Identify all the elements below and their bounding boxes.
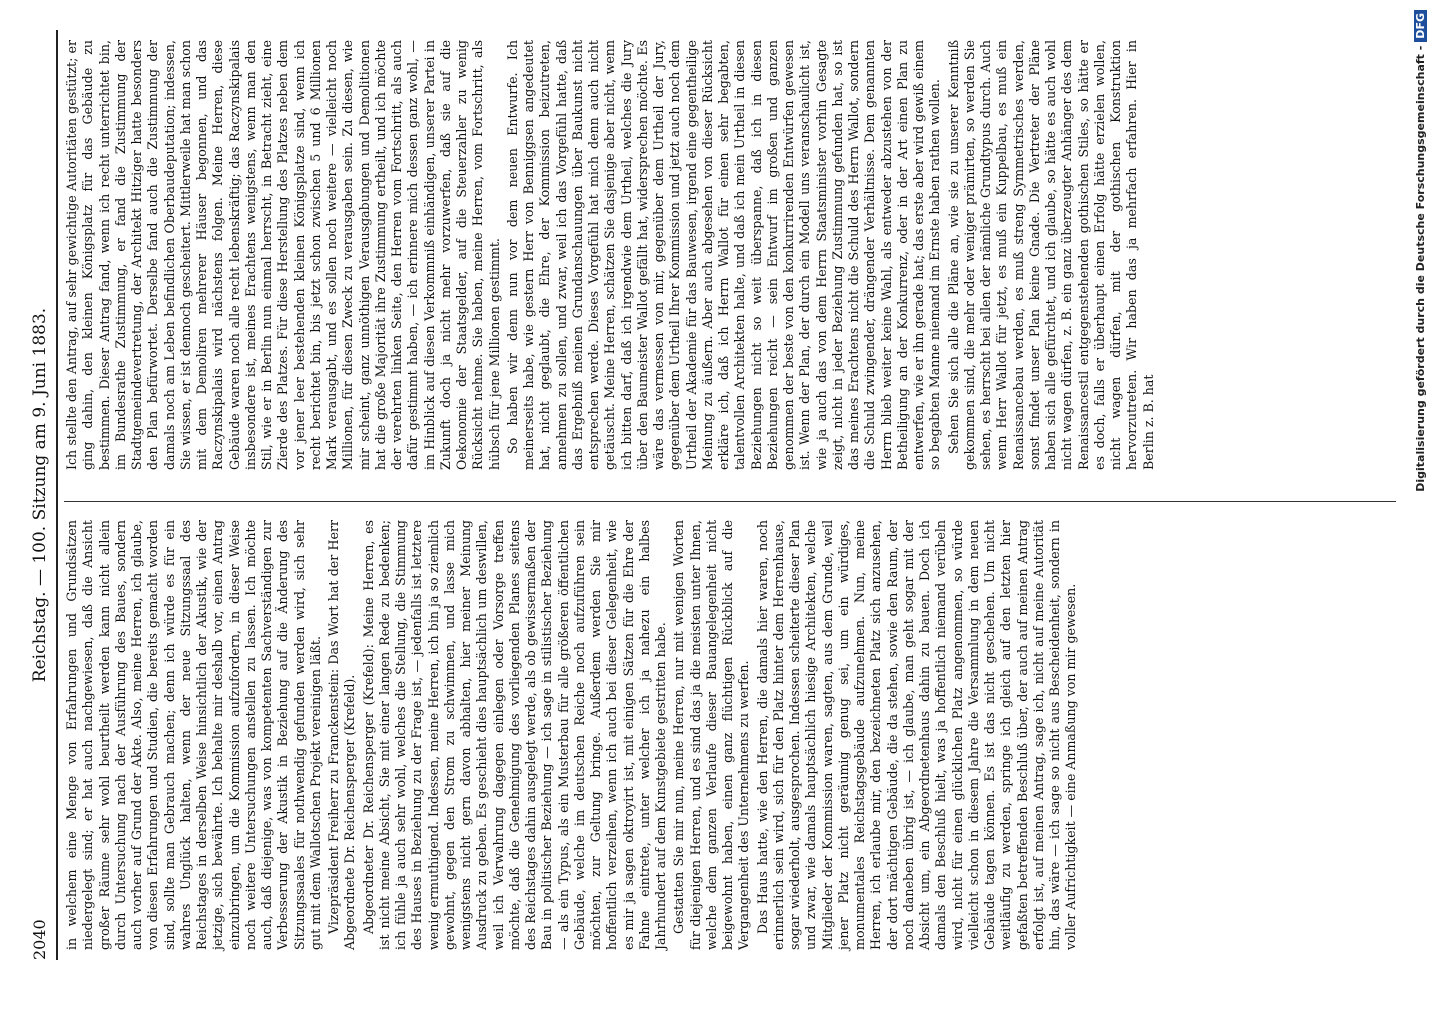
left-column <box>64 520 1082 950</box>
paragraph: Gestatten Sie mir nun, meine Herren, nur mit wenigen Worten für diejenigen Herren, und es sind das ja die meisten unter Ihnen, welche dem ganzen Verlaufe dieser Bauangelegenheit nicht beigewohnt haben, einen ganz flüchtigen Rückblick auf die Vergangenheit des Unternehmens zu werfen. <box>671 520 752 950</box>
paragraph: So haben wir denn nun vor dem neuen Entwurfe. Ich meinerseits habe, wie gestern Herr von Benniggsen angedeutet hat, nicht geglaubt, die Ehre, der Kommission beizutreten, annehmen zu sollen, und zwar, weil ich das Vorgefühl hatte, daß das Ergebniß meinen Grundanschauungen über Baukunst nicht entsprechen werde. Dieses Vorgefühl hat mich denn auch nicht getäuscht. Meine Herren, schätzen Sie dasjenige aber nicht, wenn ich bitten darf, daß ich irgendwie dem Urtheil, welches die Jury über den Baumeister Wallot gefällt hat, widersprechen möchte. Es wäre das vermessen von mir, gegenüber dem Urtheil der Jury, gegenüber dem Urtheil Ihrer Kommission und jetzt auch noch dem Urtheil der Akademie für das Bauwesen, irgend eine gegentheilige Meinung zu äußern. Aber auch abgesehen von dieser Rücksicht erkläre ich, daß ich Herrn Wallot für einen sehr begabten, talentvollen Architekten halte, und daß ich mein Urtheil in diesen Beziehungen nicht so weit überspanne, daß ich in diesen Beziehungen reicht — sein Entwurf im großen und ganzen genommen der beste von den konkurrirenden Entwürfen gewesen ist. Wenn der Plan, der durch ein Modell uns veranschaulicht ist, wie ja auch das von dem Herrn Staatsminister vorhin Gesagte zeigt, nicht in jeder Beziehung Zustimmung gefunden hat, so ist das meines Erachtens nicht die Schuld des Herrn Wallot, sondern die Schuld zwingender, drängender Verhältnisse. Dem genannten Herrn blieb weiter keine Wahl, als entweder abzustehen von der Betheiligung an der Konkurrenz, oder in der Art einen Plan zu entwerfen, wie er ihn gerade hat; das erste aber wird gewiß einem so begabten Manne niemand im Ernste haben rathen wollen. <box>504 40 943 470</box>
paragraph: Ich stellte den Antrag, auf sehr gewichtige Autoritäten gestützt; er ging dahin, den kleinen Königsplatz für das Gebäude zu bestimmen. Dieser Antrag fand, wenn ich recht unterrichtet bin, im Bundesrathe Zustimmung, er fand die Zustimmung der Stadtgemeindevertretung, der Architekt Hitziger hatte besonders den Plan befürwortet. Derselbe fand auch die Zustimmung der damals noch am Leben befindlichen Oberbaudeputation; indessen, Sie wissen, er ist dennoch gescheitert. Mittlerweile hat man schon mit dem Demoliren mehrerer Häuser begonnen, und das Raczynskipalais wird nächstens folgen. Meine Herren, diese Gebäude waren noch alle recht lebenskräftig; das Raczynskipalais insbesondere ist, meines Erachtens wenigstens, wenn man den Stil, wie er in Berlin nun einmal herrscht, in Betracht zieht, eine Zierde des Platzes. Für diese Herstellung des Platzes neben dem vor jener leer bestehenden kleinen Königsplatze sind, wenn ich recht berichtet bin, bis jetzt schon zwischen 5 und 6 Millionen Mark verausgabt, und es sollen noch weitere — vielleicht noch Millionen, für diesen Zweck zu verausgaben sein. Zu diesen, wie mir scheint, ganz unnöthigen Verausgabungen und Demolitionen hat die große Majorität ihre Zustimmung ertheilt, und ich möchte der verehrten linken Seite, den Herren vom Fortschritt, als auch dafür gestimmt haben, — ich erinnere mich dessen ganz wohl, — im Hinblick auf diesen Verkommniß einhändigen, unserer Partei in Zukunft doch ja nicht mehr vorzuwerfen, daß sie auf die Oekonomie der Staatsgelder, auf die Steuerzahler zu wenig Rücksicht nehme. Sie haben, meine Herren, vom Fortschritt, als hübsch für jene Millionen gestimmt. <box>64 40 502 470</box>
digitization-credit <box>1414 10 1428 1010</box>
page-number: 2040 <box>30 919 49 960</box>
credit-bar <box>1403 0 1432 1000</box>
credit-text: Digitalisierung gefördert durch die Deutsche Forschungsgemeinschaft - <box>1414 45 1427 492</box>
column-divider <box>64 501 1396 502</box>
paragraph: Das Haus hatte, wie den Herren, die damals hier waren, noch erinnerlich sein wird, sich für den Platz hinter dem Herrenhause, sogar wiederholt, ausgesprochen. Indessen scheiterte dieser Plan und zwar, wie damals hauptsächlich hiesige Architekten, welche Mitglieder der Kommission waren, sagten, aus dem Grunde, weil jener Platz nicht geräumig genug sei, um ein würdiges, monumentales Reichstagsgebäude aufzunehmen. Nun, meine Herren, ich erlaube mir, den bezeichneten Platz sich anzusehen, der dort mächtigen Gebäude, die da stehen, sowie den Raum, der noch daneben übrig ist, — ich glaube, man geht sogar mit der Absicht um, ein Abgeordnetenhaus dahin zu bauen. Doch ich damals den Beschluß hielt, was ja hoffentlich niemand verübeln wird, nicht für einen glücklichen Platz angenommen, so würde vielleicht schon in diesem Jahre die Versammlung in dem neuen Gebäude tagen können. Es ist das nicht geschehen. Um nicht weitläufig zu werden, springe ich gleich auf den letzten hier gefaßten betreffenden Beschluß über, der auch auf meinen Antrag erfolgt ist, auf meinen Antrag, sage ich, nicht auf meine Autorität hin, das wäre — ich sage so nicht aus Bescheidenheit, sondern in voller Aufrichtigkeit — eine Anmaßung von mir gewesen. <box>754 520 1079 950</box>
paragraph-speaker-intro: Vizepräsident Freiherr zu Franckenstein: Das Wort hat der Herr Abgeordnete Dr. Reichensperger (Krefeld). <box>326 520 358 950</box>
header-rule <box>56 30 58 960</box>
paragraph: Abgeordneter Dr. Reichensperger (Krefeld): Meine Herren, es ist nicht meine Absicht, Sie mit einer langen Rede zu bedenken; ich fühle ja auch sehr wohl, welches die Stellung, die Stimmung des Hauses in Beziehung zu der Frage ist, — jedenfalls ist letztere wenig ermuthigend. Indessen, meine Herren, ich bin ja so ziemlich gewohnt, gegen den Strom zu schwimmen, und lasse mich wenigstens nicht gern davon abhalten, hier meiner Meinung Ausdruck zu geben. Es geschieht dies hauptsächlich um deswillen, weil ich Verwahrung dagegen einlegen oder Vorsorge treffen möchte, daß die Genehmigung des vorliegenden Planes seitens des Reichstages dahin ausgelegt werde, als ob gewissermaßen der Bau in politischer Beziehung — ich sage in stilistischer Beziehung — als ein Typus, als ein Musterbau für alle größeren öffentlichen Gebäude, welche im deutschen Reiche noch aufzuführen sein möchten, zur Geltung bringe. Außerdem werden Sie mir hoffentlich verzeihen, wenn ich auch bei dieser Gelegenheit, wie es mir ja sagen oktroyirt ist, mit einigen Sätzen für die Ehre der Fahne eintrete, unter welcher ich ja nahezu ein halbes Jahrhundert auf dem Kunstgebiete gestritten habe. <box>360 520 668 950</box>
page-header <box>30 30 58 960</box>
dfg-logo: DFG <box>1414 10 1427 42</box>
right-column <box>64 40 1159 470</box>
running-title: Reichstag. — 100. Sitzung am 9. Juni 1883. <box>30 307 50 683</box>
paragraph: in welchem eine Menge von Erfahrungen und Grundsätzen niedergelegt sind; er hat auch nachgewiesen, daß die Ansicht großer Räume sehr wohl beurtheilt werden kann nicht allein durch Untersuchung nach der Ausführung des Baues, sondern auch vorher auf Grund der Akte. Also, meine Herren, ich glaube, von diesen Erfahrungen und Studien, die bereits gemacht worden sind, sollte man Gebrauch machen; denn ich würde es für ein wahres Unglück halten, wenn der neue Sitzungssaal des Reichstages in derselben Weise hinsichtlich der Akustik, wie der jetzige, sich bewährte. Ich behalte mir deshalb vor, einen Antrag einzubringen, um die Kommission aufzufordern, in dieser Weise noch weitere Untersuchungen anstellen zu lassen. Ich möchte auch, daß diejenige, was von kompetenten Sachverständigen zur Verbesserung der Akustik in Beziehung auf die Änderung des Sitzungssaales für nothwendig gefunden werden wird, sich sehr gut mit dem Wallotschen Projekt vereinigen läßt. <box>64 520 323 950</box>
paragraph: Sehen Sie sich alle die Pläne an, wie sie zu unserer Kenntniß gekommen sind, die mehr oder weniger prämirten, so werden Sie sehen, es herrscht bei allen der nämliche Grundtypus durch. Auch wenn Herr Wallot für jetzt, es muß ein Kuppelbau, es muß ein Renaissancebau werden, es muß streng Symmetrisches werden, sonst findet unser Plan keine Gnade. Die Vertreter der Pläne haben sich alle gefürchtet, und ich glaube, so hätte es auch wohl nicht wagen dürfen, z. B. ein ganz überzeugter Anhänger des dem Renaissancestil entgegenstehenden gothischen Stiles, so hätte er es doch, falls er überhaupt einen Erfolg hätte erzielen wollen, nicht wagen dürfen, mit der gothischen Konstruktion hervorzutreten. Wir haben das ja mehrfach erfahren. Hier in Berlin z. B. hat <box>945 40 1156 470</box>
